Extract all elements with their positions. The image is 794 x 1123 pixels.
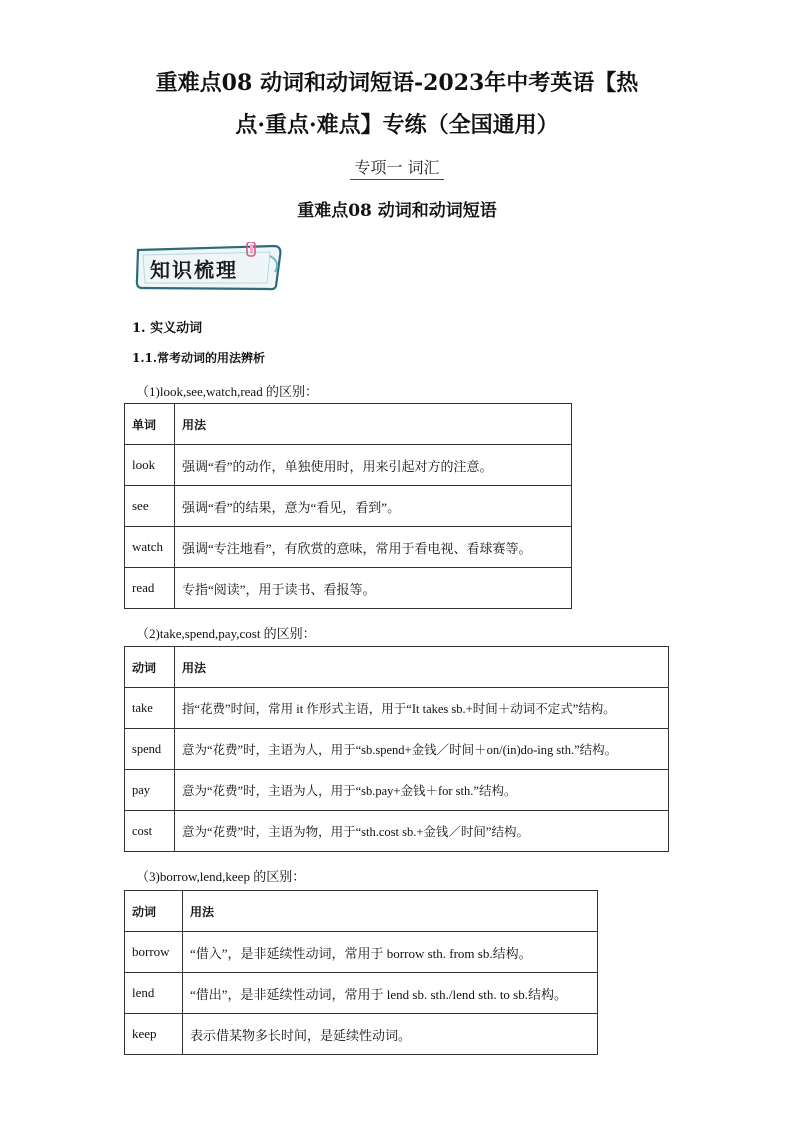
table-header-cell: 用法 [175,404,572,445]
table-cell-word: look [125,445,175,486]
table-cell-usage: 意为“花费”时，主语为物，用于“sth.cost sb.+金钱／时间”结构。 [175,811,669,852]
table-row [125,973,598,1014]
table-cell-usage: “借入”，是非延续性动词，常用于 borrow sth. from sb.结构。 [183,932,598,973]
table-cell-usage: 专指“阅读”，用于读书、看报等。 [175,568,572,609]
heading-level-1: 1. 实义动词 [132,321,203,336]
table-header-cell: 用法 [175,647,669,688]
table-header-cell: 动词 [125,647,175,688]
table-cell-word: read [125,568,175,609]
document-title-line-1: 重难点08 动词和动词短语-2023年中考英语【热 [155,70,639,96]
table-cell-usage: 意为“花费”时，主语为人，用于“sb.pay+金钱＋for sth.”结构。 [175,770,669,811]
table-cell-usage: 表示借某物多长时间，是延续性动词。 [183,1014,598,1055]
table-header-cell: 动词 [125,891,183,932]
table-row [125,445,572,486]
document-subtitle: 重难点08 动词和动词短语 [297,201,497,221]
table-3-caption: （3)borrow,lend,keep 的区别： [136,869,306,884]
table-row [125,932,598,973]
table-header-cell: 单词 [125,404,175,445]
table-look-see-watch-read [124,403,572,609]
section-heading-text: 专项一 词汇 [350,158,443,180]
knowledge-badge-label: 知识梳理 [150,258,238,282]
table-cell-word: see [125,486,175,527]
table-cell-word: spend [125,729,175,770]
table-cell-usage: 强调“看”的动作，单独使用时，用来引起对方的注意。 [175,445,572,486]
section-heading [0,155,794,178]
table-cell-word: cost [125,811,175,852]
table-row [125,770,669,811]
heading-level-2: 1.1.常考动词的用法辨析 [132,351,266,365]
table-header-row [125,647,669,688]
table-row [125,1014,598,1055]
table-header-cell: 用法 [183,891,598,932]
table-cell-word: borrow [125,932,183,973]
table-header-row [125,404,572,445]
table-cell-word: watch [125,527,175,568]
table-header-row [125,891,598,932]
table-row [125,811,669,852]
table-row [125,527,572,568]
table-cell-usage: 指“花费”时间，常用 it 作形式主语，用于“It takes sb.+时间＋动词不定式”结构。 [175,688,669,729]
table-cell-word: pay [125,770,175,811]
table-take-spend-pay-cost [124,646,669,852]
table-row [125,486,572,527]
table-cell-usage: “借出”，是非延续性动词，常用于 lend sb. sth./lend sth. to sb.结构。 [183,973,598,1014]
document-title-line-2: 点·重点·难点】专练（全国通用） [235,112,559,138]
table-1-caption: （1)look,see,watch,read 的区别： [136,384,318,399]
table-cell-word: take [125,688,175,729]
table-cell-usage: 强调“看”的结果，意为“看见，看到”。 [175,486,572,527]
table-row [125,688,669,729]
table-row [125,568,572,609]
table-row [125,729,669,770]
table-borrow-lend-keep [124,890,598,1055]
table-cell-word: keep [125,1014,183,1055]
table-cell-word: lend [125,973,183,1014]
table-2-caption: （2)take,spend,pay,cost 的区别： [136,626,316,641]
table-cell-usage: 意为“花费”时，主语为人，用于“sb.spend+金钱／时间＋on/(in)do-ing sth.”结构。 [175,729,669,770]
table-cell-usage: 强调“专注地看”，有欣赏的意味，常用于看电视、看球赛等。 [175,527,572,568]
